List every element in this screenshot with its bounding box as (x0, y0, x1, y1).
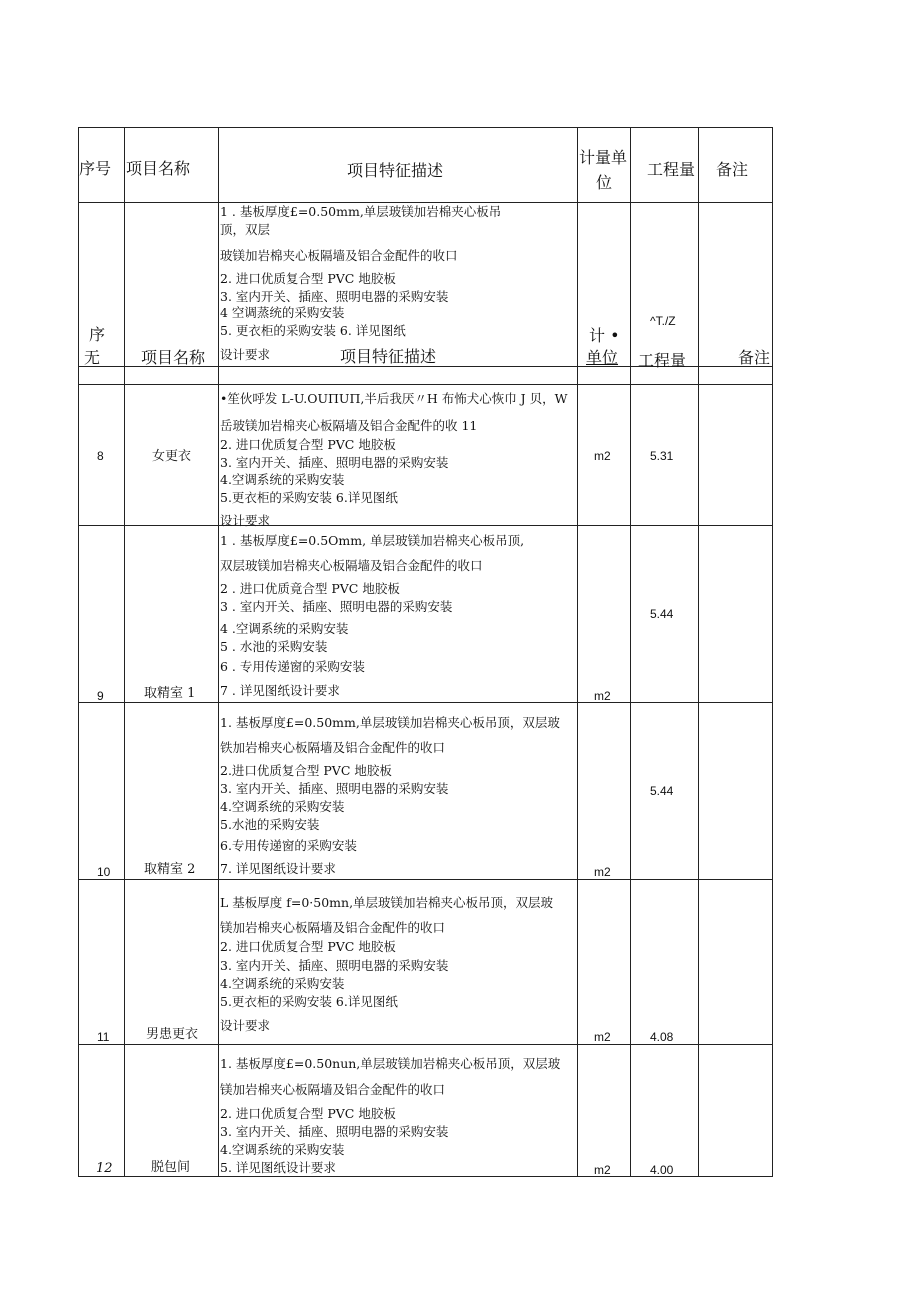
desc-line: 3. 室内开关、插座、照明电器的采购安装 (220, 289, 449, 304)
row-divider (78, 702, 773, 703)
row-description (220, 391, 576, 528)
repeat-header-unit-line1: 计 • (589, 326, 620, 345)
desc-line: 镁加岩棉夹心板隔墙及铝合金配件的收口 (220, 920, 446, 935)
row-divider (78, 384, 773, 385)
desc-line: 5.水池的采购安装 (220, 817, 320, 832)
desc-line: 3 . 室内开关、插座、照明电器的采购安装 (220, 599, 453, 614)
column-divider (630, 127, 631, 1177)
row-seq: 12 (96, 1161, 113, 1176)
desc-line: 设计要求 (220, 513, 271, 528)
column-divider (124, 127, 125, 1177)
desc-line: 4 空调蒸统的采购安装 (220, 305, 345, 320)
row-unit: m2 (594, 1030, 611, 1044)
desc-line: 3. 室内开关、插座、照明电器的采购安装 (220, 958, 449, 973)
repeat-header-item-description: 项目特征描述 (340, 347, 437, 366)
table-border-right (772, 127, 773, 1177)
row-divider (78, 525, 773, 526)
repeat-header-item-name: 项目名称 (141, 348, 206, 367)
row-item-name: 女更衣 (152, 449, 192, 464)
row-seq: 9 (97, 689, 104, 703)
desc-line: 5.更衣柜的采购安装 6.详见图纸 (220, 490, 398, 505)
row-quantity: 5.31 (650, 449, 674, 463)
desc-line: 3. 室内开关、插座、照明电器的采购安装 (220, 781, 449, 796)
carry-row-description (220, 204, 576, 320)
row-item-name: 男患更衣 (146, 1027, 199, 1042)
repeat-header-seq-line1: 序 (89, 325, 106, 344)
desc-line: 2 . 进口优质竟合型 PVC 地胶板 (220, 581, 400, 596)
desc-line: 6.专用传递窗的采购安装 (220, 838, 357, 853)
row-description (220, 533, 576, 701)
header-item-description: 项目特征描述 (347, 161, 444, 180)
header-remark: 备注 (716, 160, 749, 179)
desc-line: 2. 进口优质复合型 PVC 地胶板 (220, 437, 396, 452)
column-divider (698, 127, 699, 1177)
desc-line: 顶，双层 (220, 222, 271, 237)
column-divider (218, 127, 219, 1177)
desc-line: 6 . 专用传递窗的采购安装 (220, 659, 365, 674)
row-description (220, 715, 576, 878)
row-quantity: 5.44 (650, 607, 674, 621)
row-quantity: 5.44 (650, 784, 674, 798)
row-description (220, 1056, 576, 1175)
desc-line: 镁加岩棉夹心板隔墙及铝合金配件的收口 (220, 1082, 446, 1097)
row-unit: m2 (594, 1163, 611, 1177)
row-seq: 10 (97, 865, 111, 879)
desc-line: 5.更衣柜的采购安装 6.详见图纸 (220, 994, 398, 1009)
desc-line: 5 . 水池的采购安装 (220, 639, 328, 654)
table-border-top (78, 127, 773, 128)
desc-line: 1 . 基板厚度£=0.50mm,单层玻镁加岩棉夹心板吊 (220, 204, 502, 219)
header-unit-line1: 计量单 (579, 148, 628, 167)
row-unit: m2 (594, 689, 611, 703)
desc-line: 4.空调系统的采购安装 (220, 976, 345, 991)
row-divider (78, 879, 773, 880)
repeat-header-quantity-line2: 工程量 (638, 351, 687, 370)
repeat-header-unit-line2: 单位 (586, 348, 619, 367)
header-seq: 序号 (79, 159, 112, 178)
desc-line: 设计要求 (220, 1018, 271, 1033)
row-quantity: 4.08 (650, 1030, 674, 1044)
repeat-header-desc-line1: 5. 更衣柜的采购安装 6. 详见图纸 (220, 323, 406, 338)
desc-line: 4.空调系统的采购安装 (220, 1142, 345, 1157)
table-border-left (78, 127, 79, 1177)
desc-line: 3. 室内开关、插座、照明电器的采购安装 (220, 1124, 449, 1139)
desc-line: 1. 基板厚度£=0.50mm,单层玻镁加岩棉夹心板吊顶，双层玻 (220, 715, 560, 730)
desc-line: 岳玻镁加岩棉夹心板隔墙及铝合金配件的收 11 (220, 418, 478, 433)
row-divider (78, 1044, 773, 1045)
desc-line: 4 .空调系统的采购安装 (220, 621, 349, 636)
desc-line: 7 . 详见图纸设计要求 (220, 683, 340, 698)
repeat-header-quantity-line1: ^T./Z (650, 314, 676, 328)
desc-line: 铁加岩棉夹心板隔墙及铝合金配件的收口 (220, 740, 446, 755)
row-unit: m2 (594, 449, 611, 463)
desc-line: 玻镁加岩棉夹心板隔墙及铝合金配件的收口 (220, 248, 458, 263)
row-seq: 11 (97, 1030, 110, 1044)
row-item-name: 取精室 2 (144, 862, 196, 877)
header-quantity: 工程量 (647, 160, 696, 179)
row-item-name: 取精室 1 (144, 686, 196, 701)
desc-line: 1 . 基板厚度£=0.5Omm, 单层玻镁加岩棉夹心板吊顶, (220, 533, 525, 548)
row-unit: m2 (594, 865, 611, 879)
desc-line: 4.空调系统的采购安装 (220, 799, 345, 814)
repeat-header-remark: 备注 (738, 348, 771, 367)
row-divider (78, 202, 773, 203)
desc-line: 2. 进口优质复合型 PVC 地胶板 (220, 939, 396, 954)
repeat-header-desc-line2a: 设计要求 (220, 347, 271, 362)
row-seq: 8 (97, 449, 104, 463)
desc-line: 2.进口优质复合型 PVC 地胶板 (220, 763, 392, 778)
desc-line: 5. 详见图纸设计要求 (220, 1160, 336, 1175)
desc-line: 3. 室内开关、插座、照明电器的采购安装 (220, 455, 449, 470)
desc-line: 1. 基板厚度£=0.50nun,单层玻镁加岩棉夹心板吊顶，双层玻 (220, 1056, 561, 1071)
column-divider (577, 127, 578, 1177)
desc-line: 2. 进口优质复合型 PVC 地胶板 (220, 271, 396, 286)
desc-line: 7. 详见图纸设计要求 (220, 861, 336, 876)
desc-line: 双层玻镁加岩棉夹心板隔墙及铝合金配件的收口 (220, 558, 483, 573)
desc-line: 2. 进口优质复合型 PVC 地胶板 (220, 1106, 396, 1121)
desc-line: 4.空调系统的采购安装 (220, 472, 345, 487)
row-quantity: 4.00 (650, 1163, 674, 1177)
row-item-name: 脱包间 (151, 1160, 191, 1175)
desc-line: L 基板厚度 f=0·50mn,单层玻镁加岩棉夹心板吊顶，双层玻 (220, 895, 554, 910)
header-unit-line2: 位 (596, 173, 613, 192)
header-item-name: 项目名称 (126, 159, 191, 178)
repeat-header-seq-line2: 无 (84, 348, 101, 367)
row-description (220, 895, 576, 1043)
desc-line: •笙伙呼发 L-U.OUПUП,半后我厌〃H 布怖犬心恢巾 J 贝，W (220, 391, 568, 406)
